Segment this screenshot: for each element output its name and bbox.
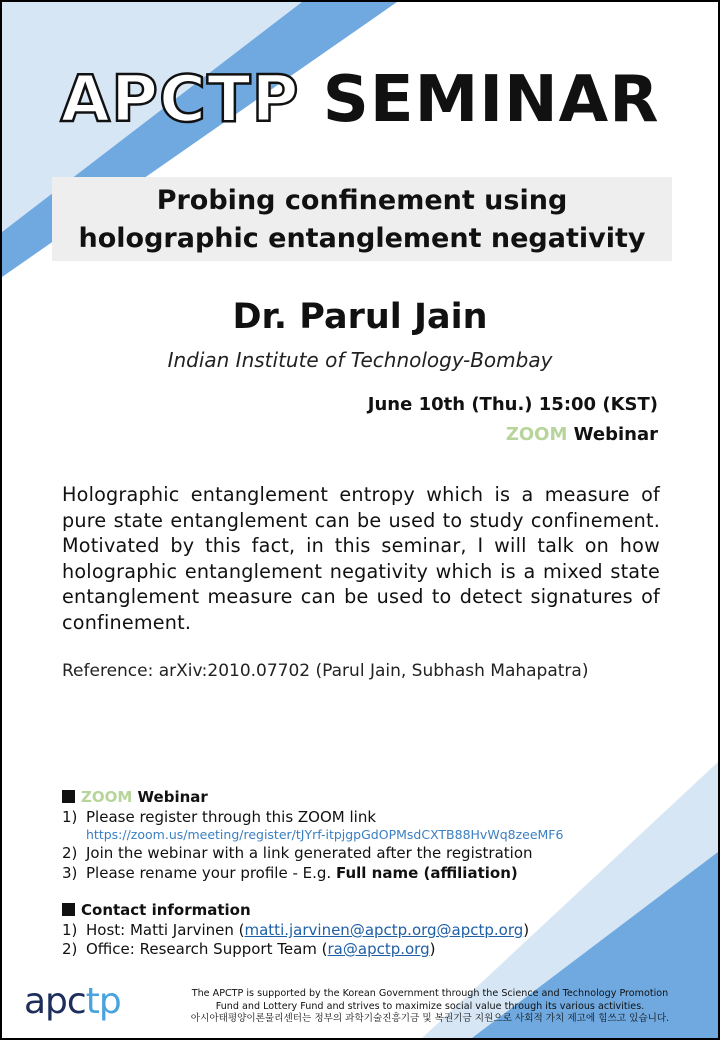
square-bullet-icon	[62, 790, 75, 803]
contact-number: 2)	[62, 940, 78, 958]
webinar-section-heading	[62, 787, 208, 807]
logo-part-1: apc	[24, 981, 86, 1022]
seminar-date: June 10th (Thu.) 15:00 (KST)	[367, 394, 658, 415]
step-text: Join the webinar with a link generated after the registration	[86, 844, 533, 862]
footer-line-2: Fund and Lottery Fund and strives to maximize social value through its various activities.	[215, 1000, 645, 1012]
logo-part-2: tp	[85, 981, 121, 1022]
footer-line-1: The APCTP is supported by the Korean Government through the Science and Technology Promotion	[191, 988, 669, 999]
contact-prefix: Office: Research Support Team (	[86, 940, 328, 958]
contact-suffix: )	[429, 940, 436, 958]
webinar-heading-text: Webinar	[137, 788, 208, 806]
speaker-name: Dr. Parul Jain	[232, 297, 488, 337]
zoom-label: ZOOM	[81, 788, 133, 806]
talk-title-line-2: holographic entanglement negativity	[78, 223, 646, 254]
abstract: Holographic entanglement entropy which is a measure of pure state entanglement can be used to study confinement. Motivated by this fact, in this seminar, I will talk on how holographic entanglement negativity which is a mixed state entanglement measure can be used to detect signatures of confinement.	[62, 483, 660, 634]
talk-title-box	[52, 177, 672, 261]
funding-footer	[164, 988, 696, 1026]
square-bullet-icon	[62, 903, 75, 916]
contact-number: 1)	[62, 921, 78, 939]
poster-title	[2, 60, 718, 140]
speaker-affiliation: Indian Institute of Technology-Bombay	[167, 348, 553, 372]
talk-title-line-1: Probing confinement using	[156, 185, 568, 216]
zoom-label: ZOOM	[505, 424, 568, 445]
zoom-registration-link[interactable]: https://zoom.us/meeting/register/tJYrf-itpjgpGdOPMsdCXTB88HvWq8zeeMF6	[86, 827, 564, 842]
contact-prefix: Host: Matti Jarvinen (	[86, 921, 245, 939]
step-number: 3)	[62, 864, 78, 882]
webinar-step-2	[62, 843, 533, 863]
webinar-step-1	[62, 807, 376, 827]
contact-office	[62, 939, 435, 959]
contact-suffix: )	[523, 921, 530, 939]
footer-line-3: 아시아태평양이론물리센터는 정부의 과학기술진흥기금 및 복권기금 지원으로 사회적 가치 제고에 힘쓰고 있습니다.	[190, 1013, 670, 1024]
contact-host	[62, 920, 529, 940]
step-text: Please rename your profile - E.g.	[86, 864, 336, 882]
contact-section-heading	[62, 900, 251, 920]
step-text: Please register through this ZOOM link	[86, 808, 377, 826]
webinar-step-3	[62, 863, 518, 883]
step-number: 2)	[62, 844, 78, 862]
title-seminar: SEMINAR	[322, 63, 660, 137]
seminar-format	[506, 421, 658, 449]
host-email-link[interactable]: matti.jarvinen@apctp.org@apctp.org	[244, 921, 524, 939]
office-email-link[interactable]: ra@apctp.org	[327, 940, 430, 958]
webinar-label: Webinar	[573, 424, 658, 445]
step-number: 1)	[62, 808, 78, 826]
title-apctp: APCTP	[60, 63, 300, 137]
apctp-logo	[24, 980, 121, 1024]
reference: Reference: arXiv:2010.07702 (Parul Jain, Subhash Mahapatra)	[62, 661, 589, 681]
contact-heading-text: Contact information	[81, 901, 251, 919]
step-text-bold: Full name (affiliation)	[335, 864, 518, 882]
